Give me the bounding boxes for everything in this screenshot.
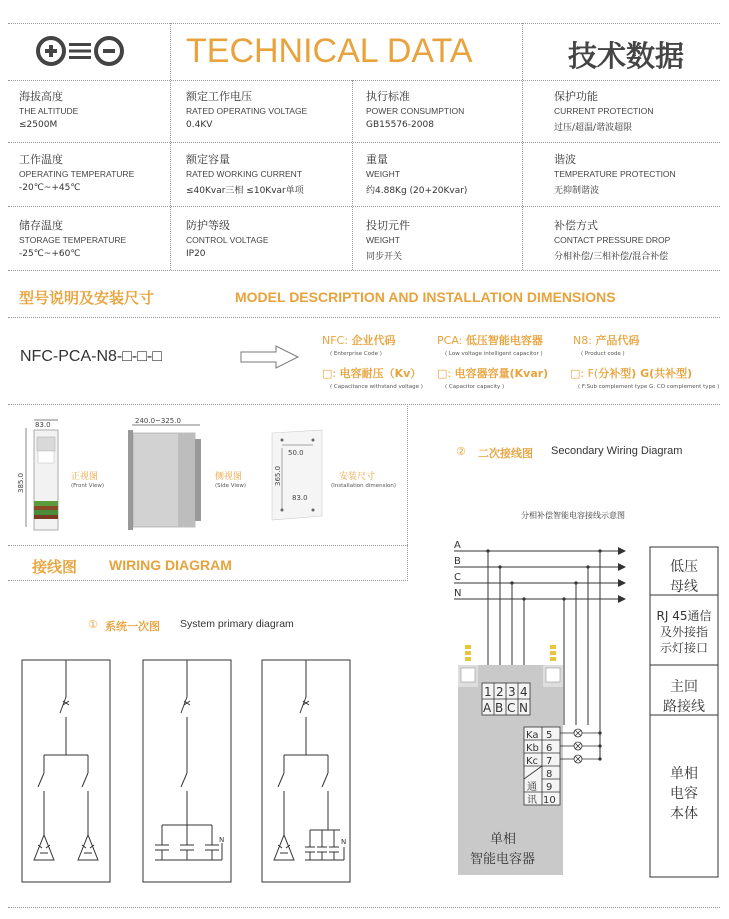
term-xun: 讯 [527, 795, 537, 806]
model-item-prefix: N8: [573, 334, 596, 347]
secondary-title-en: Secondary Wiring Diagram [551, 445, 683, 457]
spec-name-en: CONTACT PRESSURE DROP [554, 235, 671, 245]
capacitor-label-2: 智能电容器 [470, 852, 536, 867]
model-code: NFC-PCA-N8-□-□-□ [20, 348, 162, 365]
side-box-label [650, 764, 718, 824]
spec-name-en: STORAGE TEMPERATURE [19, 235, 127, 245]
spec-cell [366, 88, 464, 130]
term-5: 5 [546, 730, 553, 741]
model-item-sub: ( Product code ) [581, 351, 625, 357]
side-view-label-en: (Side View) [215, 483, 246, 489]
primary-num: ① [88, 618, 98, 631]
side-box-line: 单相 [670, 766, 698, 782]
brand-logo [36, 34, 126, 68]
term-10: 10 [543, 795, 556, 806]
term-7: 7 [546, 756, 553, 767]
term-c: C [507, 701, 516, 715]
side-box-line: 本体 [670, 806, 698, 822]
page-title-en: TECHNICAL DATA [186, 32, 473, 70]
spec-cell [19, 151, 134, 193]
side-box-line: 电容 [670, 786, 698, 802]
spec-cell [554, 151, 676, 196]
term-kc: Kc [526, 756, 539, 767]
secondary-num: ② [456, 445, 466, 458]
term-3: 3 [508, 685, 516, 699]
front-view-label: 正视图 [71, 472, 99, 482]
term-9: 9 [546, 782, 553, 793]
spec-value: ≤2500M [19, 120, 58, 130]
spec-value: ≤40Kvar三相 ≤10Kvar单项 [186, 186, 304, 196]
spec-name-cn: 保护功能 [554, 90, 598, 103]
spec-cell [186, 151, 304, 196]
spec-name-en: THE ALTITUDE [19, 106, 79, 116]
spec-value: 过压/超温/谐波超限 [554, 123, 633, 133]
model-item [437, 332, 543, 357]
model-item-prefix: □: F( [570, 367, 599, 380]
side-box-line: 示灯接口 [659, 641, 708, 655]
spec-name-en: POWER CONSUMPTION [366, 106, 465, 116]
spec-cell [186, 217, 269, 259]
model-item [322, 365, 423, 390]
side-box-label [650, 608, 718, 656]
spec-name-cn: 储存温度 [19, 219, 63, 232]
spec-name-cn: 补偿方式 [554, 219, 598, 232]
model-item-sub: ( Low voltage intelligent capacitor ) [445, 351, 543, 357]
model-section-title-cn: 型号说明及安装尺寸 [19, 289, 155, 307]
spec-value: -20℃~+45℃ [19, 183, 81, 193]
spec-name-cn: 防护等级 [186, 219, 230, 232]
arrow-icon [240, 345, 300, 373]
term-n: N [519, 701, 528, 715]
model-item-head: 电容耐压（Kv） [339, 367, 422, 380]
model-item-head: 企业代码 [351, 334, 396, 347]
spec-name-en: CONTROL VOLTAGE [186, 235, 269, 245]
term-a: A [483, 701, 492, 715]
install-dimension-drawing [268, 428, 328, 527]
model-item-sub: ( F:Sub complement type G: CO complement type ) [578, 384, 720, 390]
dim-side-w: 240.0~325.0 [135, 417, 181, 425]
side-box-line: 路接线 [663, 699, 705, 715]
model-item-head: 电容器容量(Kvar) [454, 367, 549, 380]
spec-value: 约4.88Kg (20+20Kvar) [366, 186, 468, 196]
bus-n: N [454, 588, 462, 599]
term-1: 1 [484, 685, 492, 699]
spec-name-en: WEIGHT [366, 235, 400, 245]
spec-value: GB15576-2008 [366, 120, 434, 130]
spec-cell [19, 217, 126, 259]
model-item-prefix: □: [322, 367, 340, 380]
term-8: 8 [546, 769, 553, 780]
term-tong: 通 [527, 782, 537, 793]
model-item-sub: ( Enterprise Code ) [330, 351, 382, 357]
model-item-prefix: NFC: [322, 334, 352, 347]
term-4: 4 [520, 685, 528, 699]
spec-name-en: TEMPERATURE PROTECTION [554, 169, 676, 179]
spec-name-cn: 额定工作电压 [186, 90, 252, 103]
spec-name-en: OPERATING TEMPERATURE [19, 169, 135, 179]
term-b: B [495, 701, 504, 715]
spec-name-en: RATED OPERATING VOLTAGE [186, 106, 308, 116]
wiring-title-en: WIRING DIAGRAM [109, 557, 232, 573]
model-item-head: 产品代码 [595, 334, 640, 347]
model-item [570, 365, 719, 390]
page-title-cn: 技术数据 [568, 39, 685, 73]
spec-name-en: WEIGHT [366, 169, 400, 179]
dim-front-w: 83.0 [35, 421, 51, 429]
spec-name-cn: 海拔高度 [19, 90, 63, 103]
bus-c: C [454, 572, 461, 583]
front-view-label-en: (Front View) [71, 483, 105, 489]
spec-value: 分相补偿/三相补偿/混合补偿 [554, 252, 669, 262]
spec-value: 0.4KV [186, 120, 213, 130]
model-item-head: 分补型) G(共补型) [598, 367, 693, 380]
model-item-sub: ( Capacitor capacity ) [445, 384, 505, 390]
spec-cell [554, 217, 670, 262]
model-item-prefix: PCA: [437, 334, 466, 347]
model-item [322, 332, 395, 357]
install-label-en: (Installation dimension) [331, 483, 396, 489]
side-box-label [650, 677, 718, 717]
side-view-label: 侧视图 [215, 472, 243, 482]
side-box-line: 低压 [670, 559, 698, 575]
side-box-line: RJ 45通信 [656, 609, 712, 623]
term-6: 6 [546, 743, 553, 754]
spec-value: 同步开关 [366, 252, 403, 262]
secondary-title-cn: 二次接线图 [478, 447, 533, 460]
wiring-title-cn: 接线图 [32, 558, 78, 576]
spec-cell [19, 88, 78, 130]
primary-title-cn: 系统一次图 [105, 620, 160, 633]
side-box-label [650, 557, 718, 597]
primary-diagram [0, 655, 400, 894]
spec-cell [186, 88, 307, 130]
install-label: 安装尺寸 [339, 472, 376, 482]
spec-name-cn: 谐波 [554, 153, 576, 166]
bus-a: A [454, 540, 461, 551]
n-label-2: N [341, 838, 347, 846]
spec-name-cn: 重量 [366, 153, 388, 166]
primary-title-en: System primary diagram [180, 618, 294, 630]
model-section-title-en: MODEL DESCRIPTION AND INSTALLATION DIMENSIONS [235, 289, 616, 305]
capacitor-label-1: 单相 [490, 832, 517, 847]
spec-cell [366, 151, 467, 196]
spec-value: IP20 [186, 249, 206, 259]
spec-name-cn: 额定容量 [186, 153, 230, 166]
side-box-line: 主回 [670, 679, 698, 695]
model-item-head: 低压智能电容器 [465, 334, 543, 347]
spec-cell [554, 88, 654, 133]
spec-cell [366, 217, 410, 262]
bus-b: B [454, 556, 461, 567]
side-box-line: 母线 [670, 579, 698, 595]
side-box-line: 及外接指 [659, 625, 708, 639]
side-view-drawing [118, 415, 208, 544]
term-2: 2 [496, 685, 504, 699]
spec-name-cn: 投切元件 [366, 219, 410, 232]
secondary-caption: 分相补偿智能电容接线示意图 [521, 511, 625, 520]
dim-install-h: 365.0 [274, 465, 282, 486]
model-item [573, 332, 639, 357]
dim-install-b: 83.0 [292, 494, 308, 502]
dim-install-w: 50.0 [288, 449, 304, 457]
spec-value: -25℃~+60℃ [19, 249, 81, 259]
term-kb: Kb [526, 743, 539, 754]
spec-name-en: RATED WORKING CURRENT [186, 169, 303, 179]
spec-name-en: CURRENT PROTECTION [554, 106, 654, 116]
n-label-1: N [219, 836, 225, 844]
spec-name-cn: 工作温度 [19, 153, 63, 166]
model-item [437, 365, 548, 390]
spec-value: 无抑制谐波 [554, 186, 600, 196]
front-view-drawing [14, 415, 64, 539]
spec-name-cn: 执行标准 [366, 90, 410, 103]
model-item-sub: ( Capacitance withstand voltage ) [330, 384, 423, 390]
term-ka: Ka [526, 730, 539, 741]
model-item-prefix: □: [437, 367, 455, 380]
dim-front-h: 385.0 [17, 472, 25, 493]
